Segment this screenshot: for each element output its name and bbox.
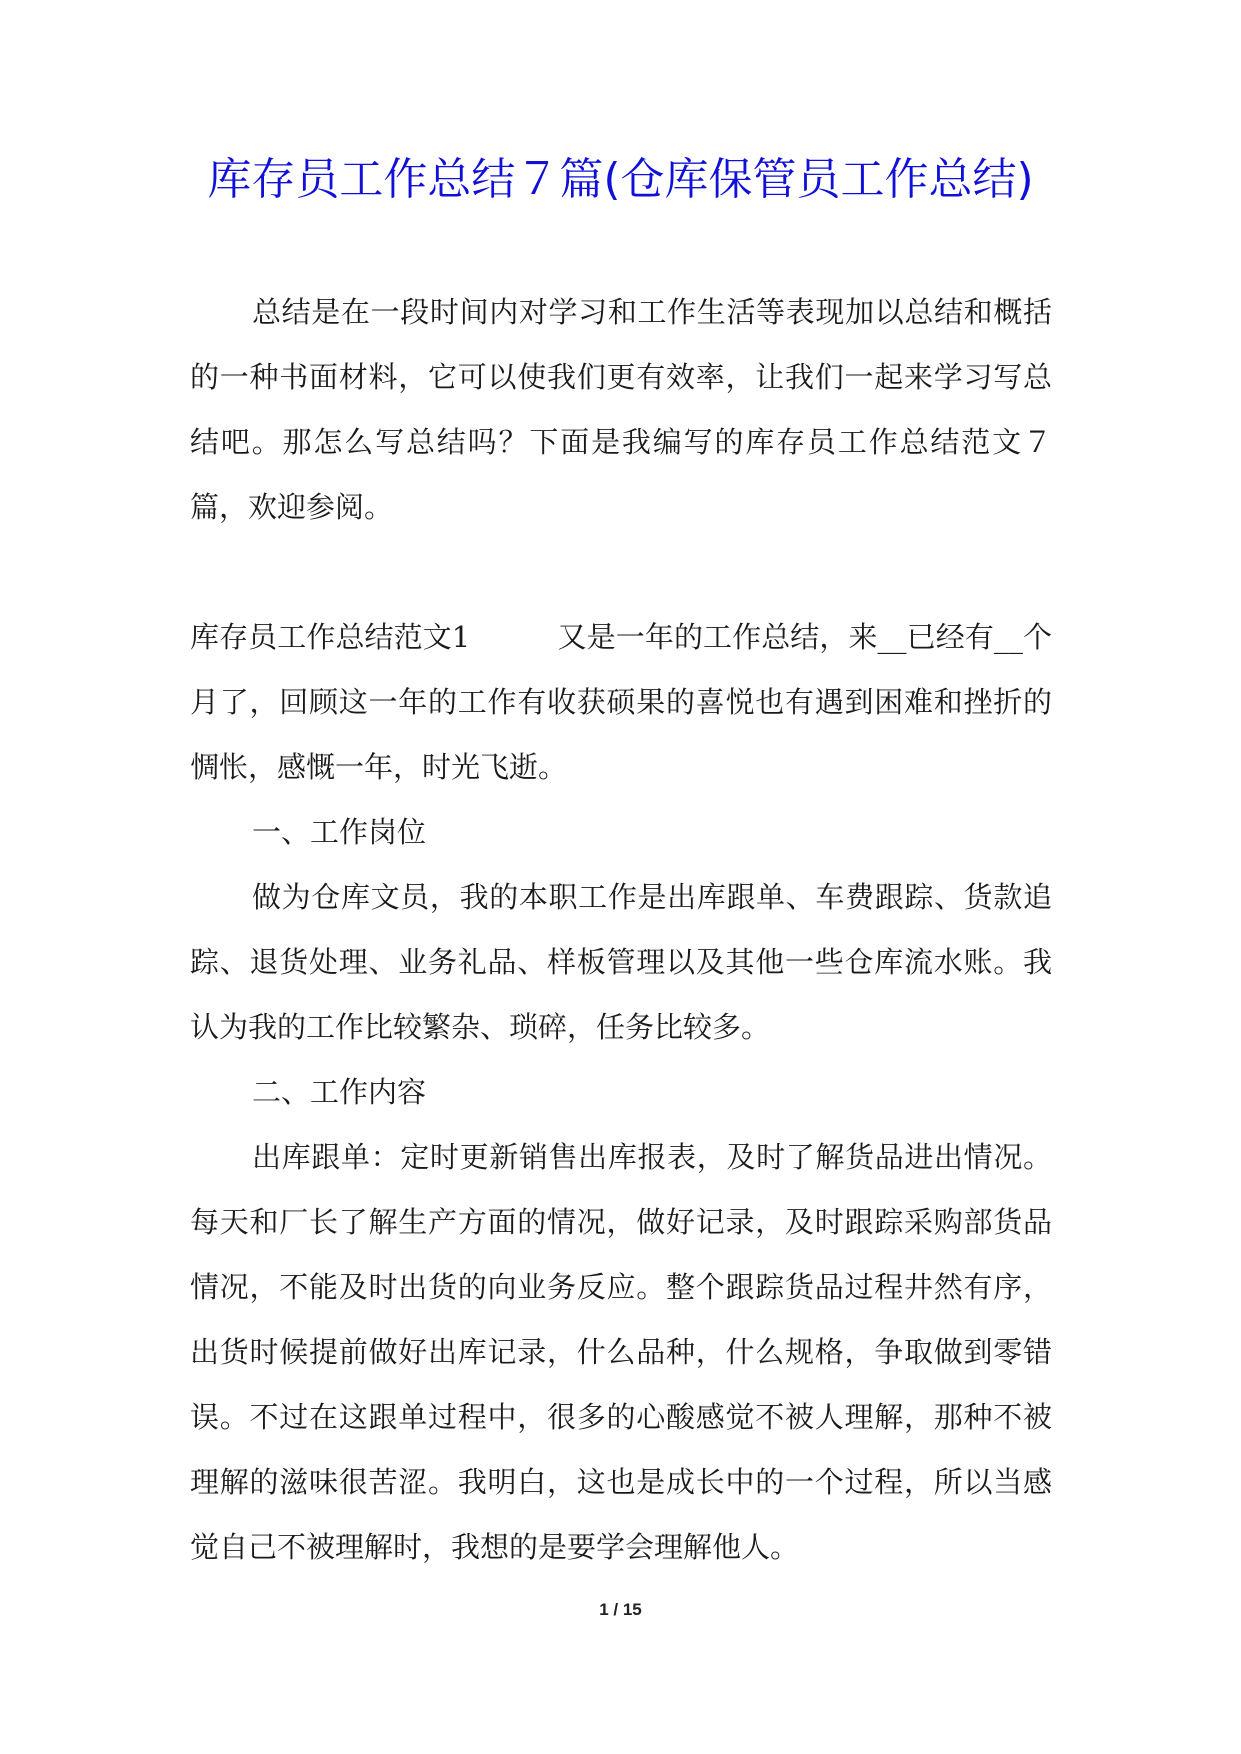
section-heading-job-content: 二、工作内容 [252, 1075, 427, 1109]
paragraph-spacer [190, 540, 1052, 605]
job-position-paragraph: 做为仓库文员，我的本职工作是出库跟单、车费跟踪、货款追踪、退货处理、业务礼品、样板管理以及其他一些仓库流水账。我认为我的工作比较繁杂、琐碎，任务比较多。 [190, 880, 1052, 1044]
section-heading-job-position: 一、工作岗位 [252, 815, 427, 849]
job-content-paragraph: 出库跟单：定时更新销售出库报表，及时了解货品进出情况。每天和厂长了解生产方面的情况，做好记录，及时跟踪采购部货品情况，不能及时出货的向业务反应。整个跟踪货品过程井然有序，出货时候提前做好出库记录，什么品种，什么规格，争取做到零错误。不过在这跟单过程中，很多的心酸感觉不被人理解，那种不被理解的滋味很苦涩。我明白，这也是成长中的一个过程，所以当感觉自己不被理解时，我想的是要学会理解他人。 [190, 1140, 1052, 1564]
document-title: 库存员工作总结７篇(仓库保管员工作总结) [207, 154, 1034, 205]
document-body [190, 280, 1052, 1580]
sample-1-paragraph: 库存员工作总结范文1 又是一年的工作总结，来__已经有__个月了，回顾这一年的工作有收获硕果的喜悦也有遇到困难和挫折的惆怅，感慨一年，时光飞逝。 [190, 620, 1052, 784]
intro-paragraph: 总结是在一段时间内对学习和工作生活等表现加以总结和概括的一种书面材料，它可以使我们更有效率，让我们一起来学习写总结吧。那怎么写总结吗？下面是我编写的库存员工作总结范文７篇，欢迎参阅。 [190, 295, 1052, 524]
page-number: 1 / 15 [599, 1600, 642, 1619]
